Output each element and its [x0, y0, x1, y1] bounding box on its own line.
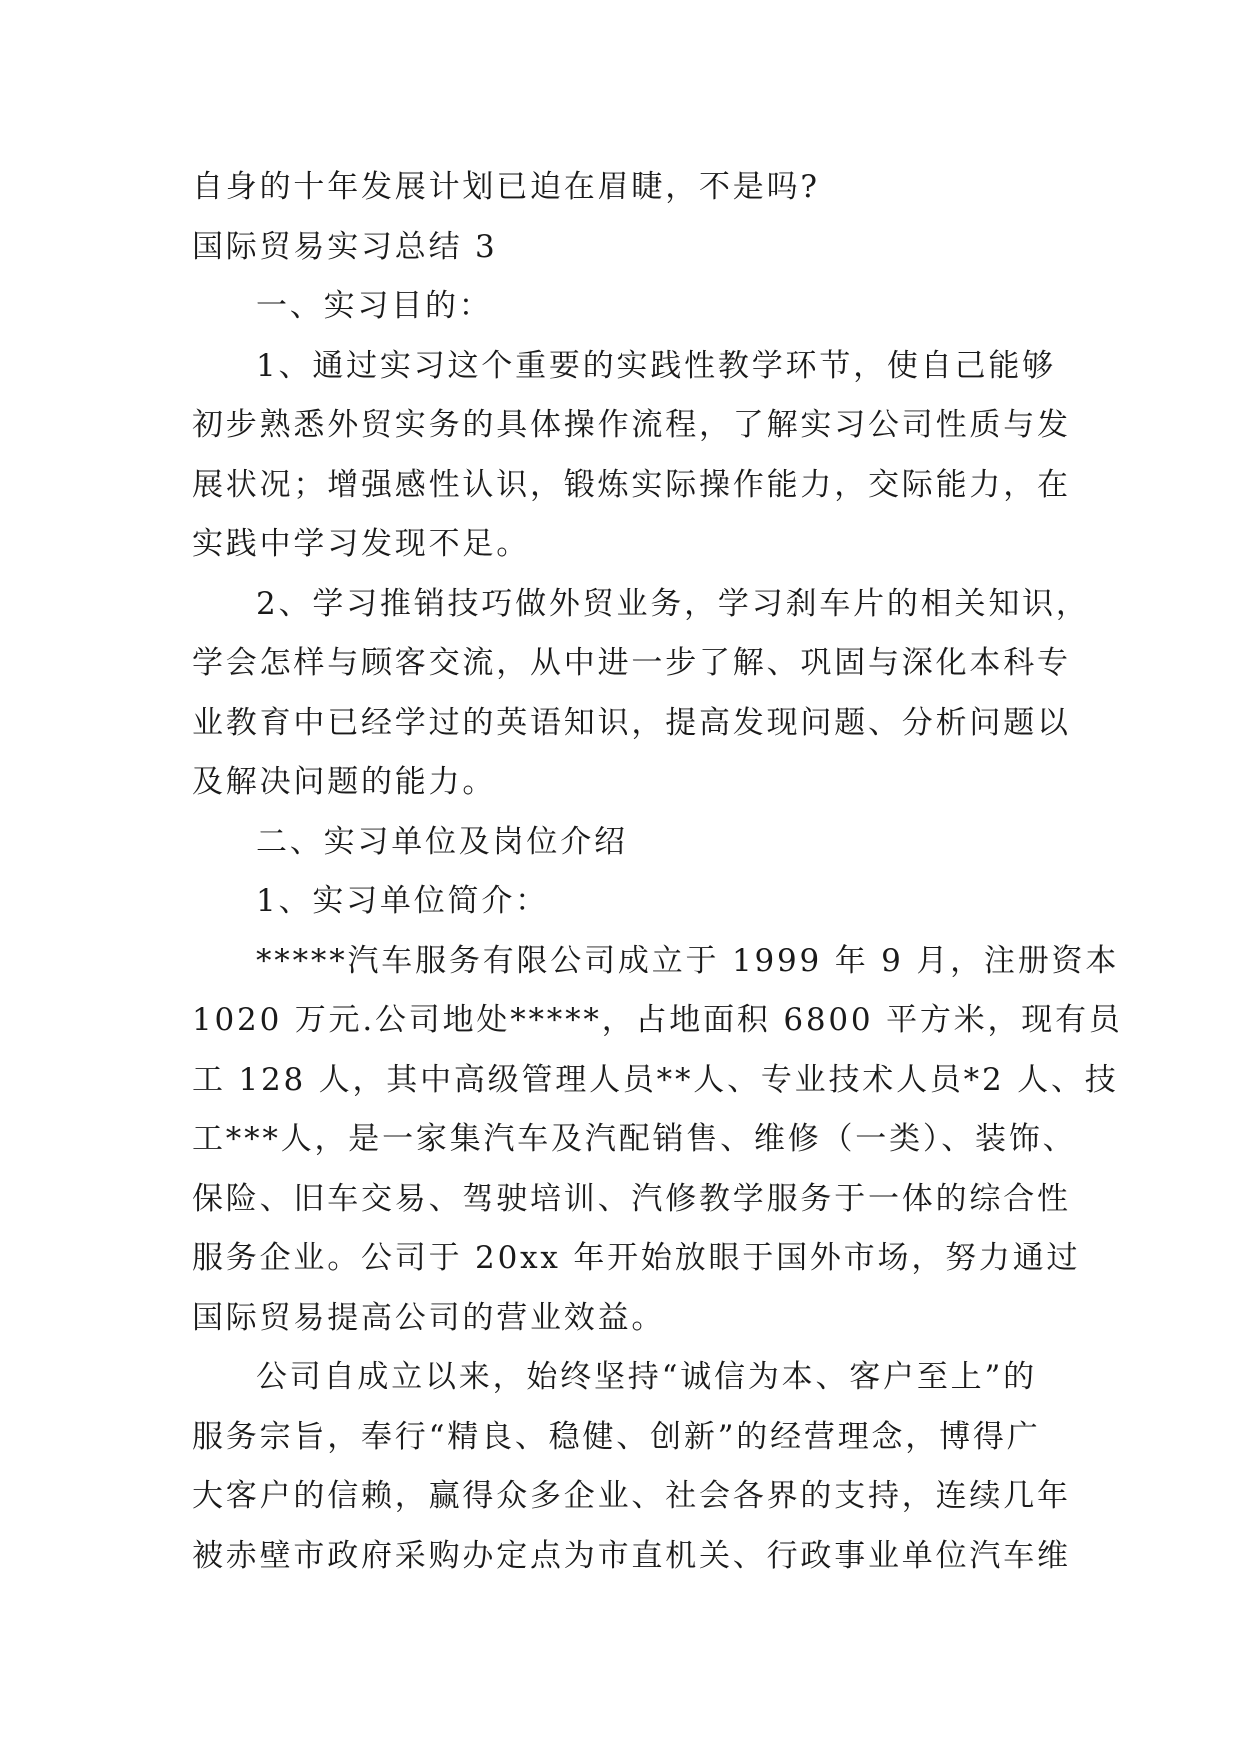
text-line: 学会怎样与顾客交流，从中进一步了解、巩固与深化本科专	[192, 645, 1071, 681]
text-line: 一、实习目的：	[256, 288, 493, 324]
text-line: 1020 万元.公司地处*****，占地面积 6800 平方米，现有员	[192, 1002, 1123, 1038]
text-line: 二、实习单位及岗位介绍	[256, 823, 628, 860]
text-line: 公司自成立以来，始终坚持“诚信为本、客户至上”的	[256, 1359, 1037, 1395]
text-line: 工***人，是一家集汽车及汽配销售、维修（一类）、装饰、	[192, 1121, 1077, 1157]
text-line: 服务企业。公司于 20xx 年开始放眼于国外市场，努力通过	[192, 1240, 1081, 1276]
text-line: 被赤壁市政府采购办定点为市直机关、行政事业单位汽车维	[192, 1537, 1071, 1574]
text-line: 展状况；增强感性认识，锻炼实际操作能力，交际能力，在	[192, 466, 1071, 503]
text-line: 业教育中已经学过的英语知识，提高发现问题、分析问题以	[192, 704, 1071, 741]
text-line: 服务宗旨，奉行“精良、稳健、创新”的经营理念，博得广	[192, 1418, 1041, 1455]
text-line: *****汽车服务有限公司成立于 1999 年 9 月，注册资本	[256, 942, 1120, 979]
document-body-text	[192, 158, 1123, 1586]
text-line: 大客户的信赖，赢得众多企业、社会各界的支持，连续几年	[192, 1478, 1071, 1514]
text-line: 初步熟悉外贸实务的具体操作流程，了解实习公司性质与发	[192, 407, 1071, 443]
text-line: 实践中学习发现不足。	[192, 526, 530, 562]
text-line: 自身的十年发展计划已迫在眉睫，不是吗?	[192, 169, 820, 205]
text-line: 保险、旧车交易、驾驶培训、汽修教学服务于一体的综合性	[192, 1180, 1071, 1217]
text-line: 工 128 人，其中高级管理人员**人、专业技术人员*2 人、技	[192, 1061, 1119, 1098]
text-line: 1、实习单位简介：	[256, 883, 549, 919]
text-line: 国际贸易实习总结 3	[192, 228, 498, 265]
text-line: 1、通过实习这个重要的实践性教学环节，使自己能够	[256, 347, 1056, 384]
text-line: 2、学习推销技巧做外贸业务，学习刹车片的相关知识，	[256, 585, 1090, 622]
text-line: 国际贸易提高公司的营业效益。	[192, 1299, 666, 1336]
text-line: 及解决问题的能力。	[192, 764, 497, 800]
